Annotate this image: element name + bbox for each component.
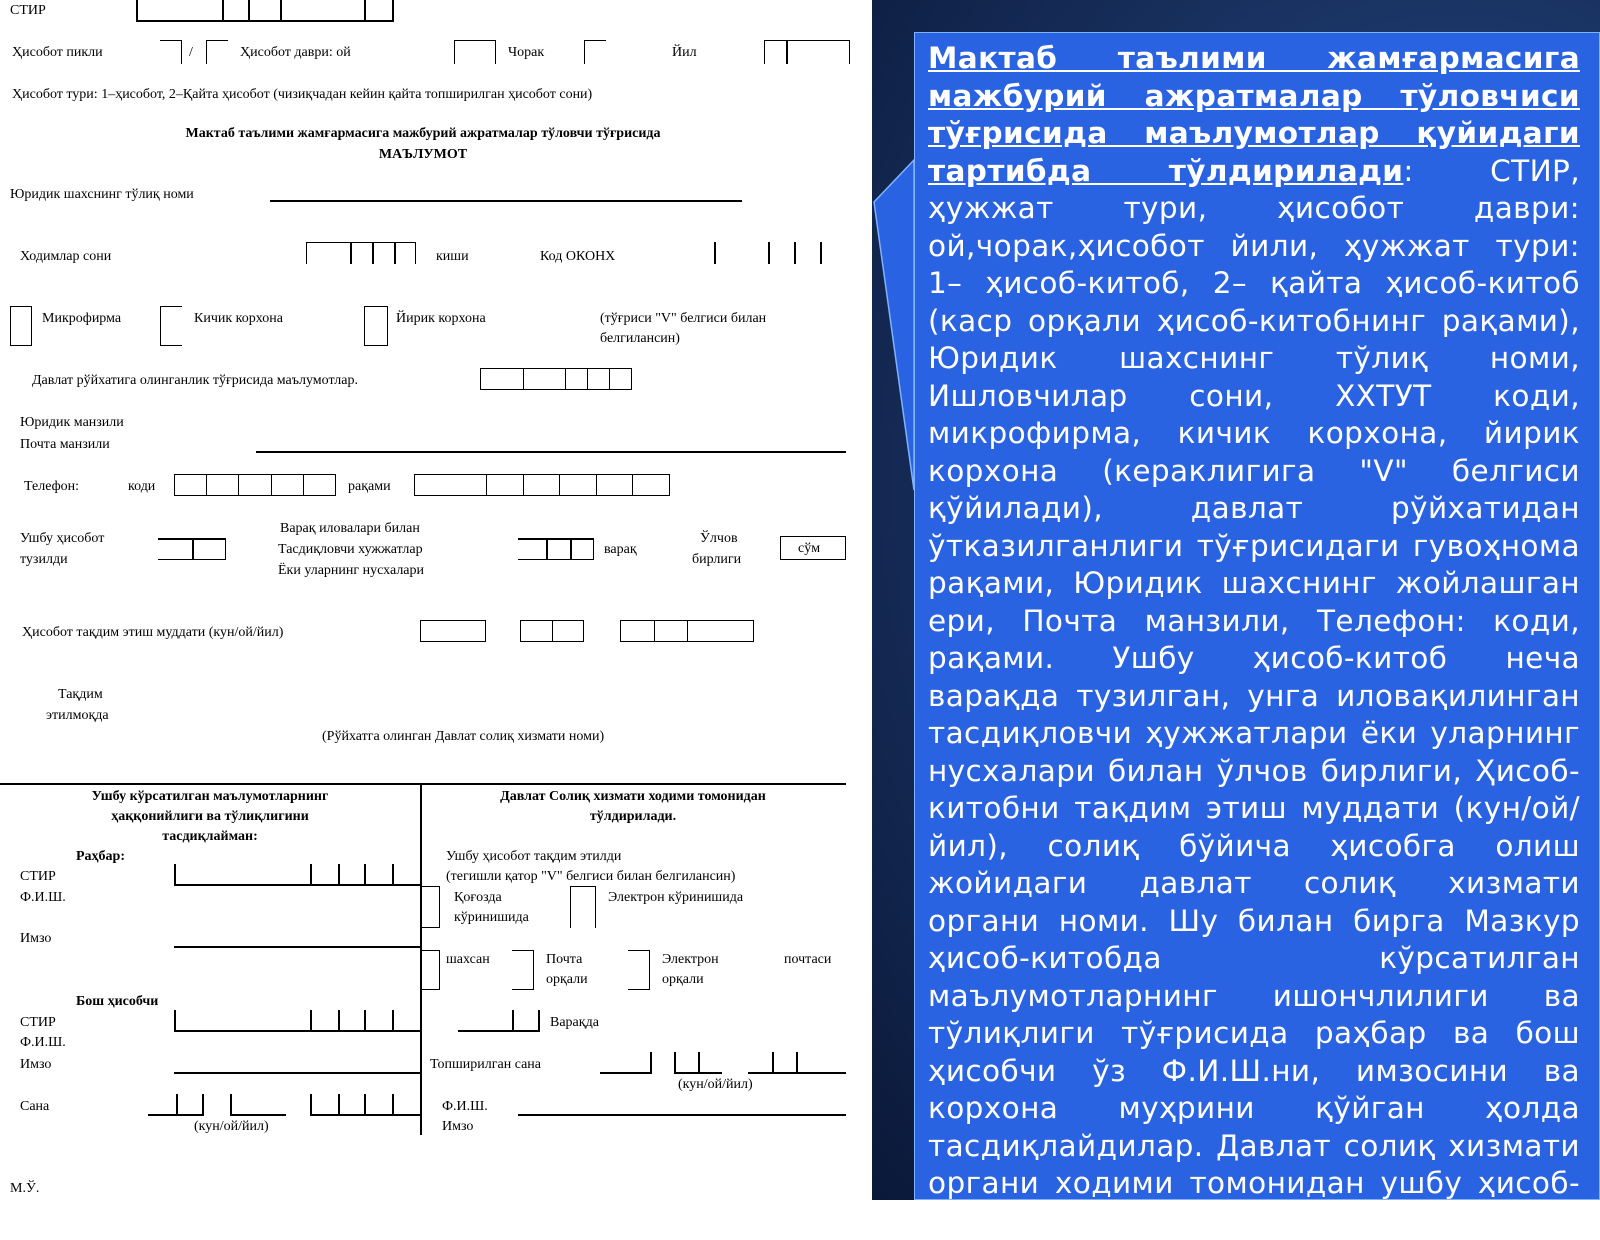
director-label: Раҳбар: <box>76 849 125 864</box>
period-label: Ҳисобот пикли <box>12 45 103 60</box>
seal-label: М.Ў. <box>10 1181 40 1196</box>
microfirm-label: Микрофирма <box>42 311 122 326</box>
electronic-checkbox[interactable] <box>628 950 650 990</box>
director-sign-line[interactable] <box>174 946 420 948</box>
chief-sign-line[interactable] <box>174 1072 420 1074</box>
postal-address-label: Почта манзили <box>20 437 110 452</box>
paper-checkbox[interactable] <box>420 886 440 928</box>
personally-checkbox[interactable] <box>420 950 440 990</box>
quarter-field[interactable] <box>584 40 606 64</box>
stir-label: СТИР <box>10 3 46 18</box>
okonh-label: Код ОКОНХ <box>540 249 616 264</box>
electronic-view-checkbox[interactable] <box>570 886 596 928</box>
period-cell-1[interactable] <box>160 40 182 64</box>
director-stir-line[interactable] <box>174 884 420 886</box>
month-field[interactable] <box>454 40 496 64</box>
tax-service-note: (Рўйхатга олинган Давлат солиқ хизмати номи) <box>322 729 605 744</box>
address-line[interactable] <box>256 451 846 453</box>
employees-field[interactable] <box>306 242 416 264</box>
phone-code-label: коди <box>128 479 156 494</box>
state-reg-label: Давлат рўйхатига олинганлик тўғрисида маълумотлар. <box>32 373 358 388</box>
unit-value: сўм <box>798 541 821 556</box>
legal-name-label: Юридик шахснинг тўлиқ номи <box>10 187 194 202</box>
post-checkbox[interactable] <box>512 950 534 990</box>
callout-body: : СТИР, ҳужжат тури, ҳисобот даври: ой,чорак,ҳисобот йили, ҳужжат тури: 1– ҳисоб-китоб, 2– қайта ҳисоб-китоб (каср орқали ҳисоб-китобнинг рақами), Юридик шахснинг тўлиқ номи, Ишловчилар сони, ХХТУТ коди, микрофирма, кичик корхона, йирик корхона (кераклигига "V" белгиси қўйилади), давлат рўйхатидан ўтказилганлиги тўғрисидаги гувоҳнома рақами, Юридик шахснинг жойлашган ери, Почта манзили, Телефон: коди, рақами. Ушбу ҳисоб-китоб неча варақда тузилган, унга иловақилинган тасдиқловчи ҳужжатлари ёки уларнинг нусхалари билан ўлчов бирлиги, Ҳисоб-китобни тақдим этиш муддати (кун/ой/йил), солиқ бўйича ҳисобга олиш жойидаги давлат солиқ хизмати органи номи. Шу билан бирга Мазкур ҳисоб-китобда кўрсатилган маълумотларнинг ишончлилиги ва тўлиқлиги тўғрисида раҳбар ва бош ҳисобчи ўз Ф.И.Ш.ни, имзосини ва корхона муҳрини қўйган ҳолда тасдиқлайдилар. Давлат солиқ хизмати органи ходими томонидан ушбу ҳисоб-китоб (керагига "V" белгиси қўйилади) <box>928 153 1580 1238</box>
small-checkbox[interactable] <box>160 306 182 346</box>
year-label: Йил <box>672 45 697 60</box>
phone-code-cells[interactable] <box>174 474 336 496</box>
deadline-month[interactable] <box>520 620 584 642</box>
period-type-label: Ҳисобот даври: ой <box>240 45 351 60</box>
legal-address-label: Юридик манзили <box>20 415 124 430</box>
large-label: Йирик корхона <box>396 311 486 326</box>
attach-sheets-field[interactable] <box>518 538 594 560</box>
period-cell-2[interactable] <box>206 40 228 64</box>
form-title-line1: Мактаб таълими жамғармасига мажбурий ажратмалар тўловчи тўғрисида <box>185 126 661 141</box>
form-title-line2: МАЪЛУМОТ <box>378 147 468 162</box>
callout-heading: Мактаб таълими жамғармасига мажбурий ажратмалар тўловчиси тўғрисида маълумотлар қуйидаги тартибда тўлдирилади <box>928 41 1580 188</box>
deadline-day[interactable] <box>420 620 486 642</box>
tax-officer-line[interactable] <box>518 1114 846 1116</box>
deadline-year[interactable] <box>620 620 754 642</box>
microfirm-checkbox[interactable] <box>10 306 32 346</box>
deadline-label: Ҳисобот тақдим этиш муддати (кун/ой/йил) <box>22 625 284 640</box>
state-reg-cells[interactable] <box>480 368 632 390</box>
phone-number-label: рақами <box>348 479 391 494</box>
employees-label: Ходимлар сони <box>20 249 112 264</box>
phone-label: Телефон: <box>24 479 80 494</box>
chief-stir-line[interactable] <box>174 1030 420 1032</box>
report-type-label: Ҳисобот тури: 1–ҳисобот, 2–Қайта ҳисобот (чизиқчадан кейин қайта топширилган ҳисобот сони) <box>12 87 593 102</box>
tax-form-scan: СТИР Ҳисобот пикли / Ҳисобот даври: ой Чорак Йил Ҳисобот тури: 1–ҳисобот, 2–Қайта ҳисобот (чизиқчадан кейин қайта топширилган ҳисобот сони) Мактаб таълими жамғармасига мажбурий ажратмалар тўловчи тўғрисида МАЪЛУМОТ Юридик шахснинг тўлиқ номи Ходимлар сони киши Код ОКОНХ Микрофирма Кичик корхона Йирик корхона (тўғриси "V" белгиси билан белгилансин) Давлат рўйхатига олинганлик тўғрисида маълумотлар. Юридик манзили Почта манзили Телефон: коди рақами Ушбу ҳисобот тузилди Варақ иловалари билан Тасдиқловчи хужжатлар Ёки уларнинг нусхалари варақ Ўлчов бирлиги сўм Ҳисобот тақдим этиш муддати (кун/ой/йил) Тақдим этилмоқда (Рўйхатга олинган Давлат солиқ хизмати номи) Ушбу кўрсатилган маълумотларнинг ҳаққонийлиги ва тўлиқлигини тасдиқлайман: Давлат Солиқ хизмати ходими томонидан тўлдирилади. Раҳбар: СТИР Ф.И.Ш. Имзо Ушбу ҳисобот тақдим этилди (тегишли қатор "V" белгиси билан белгилансин) Қоғозда кўринишида Электрон кўринишида шахсан Почта орқали Электрон орқали почтаси Бош ҳисобчи СТИР Ф.И.Ш. Имзо Варақда Топширилган сана (кун/ой/йил) Сана (кун/ой/йил) Ф.И.Ш. Имзо М.Ў. <box>0 0 872 1200</box>
sheet-label: варақ <box>604 542 637 557</box>
legal-name-line[interactable] <box>270 200 742 202</box>
chief-accountant-label: Бош ҳисобчи <box>76 994 159 1009</box>
year-field[interactable] <box>764 40 850 64</box>
callout-pointer <box>874 160 914 490</box>
quarter-label: Чорак <box>508 45 545 60</box>
persons-label: киши <box>436 249 469 264</box>
callout-text <box>928 40 1580 1240</box>
small-label: Кичик корхона <box>194 311 283 326</box>
phone-number-cells[interactable] <box>414 474 670 496</box>
large-checkbox[interactable] <box>364 306 388 346</box>
